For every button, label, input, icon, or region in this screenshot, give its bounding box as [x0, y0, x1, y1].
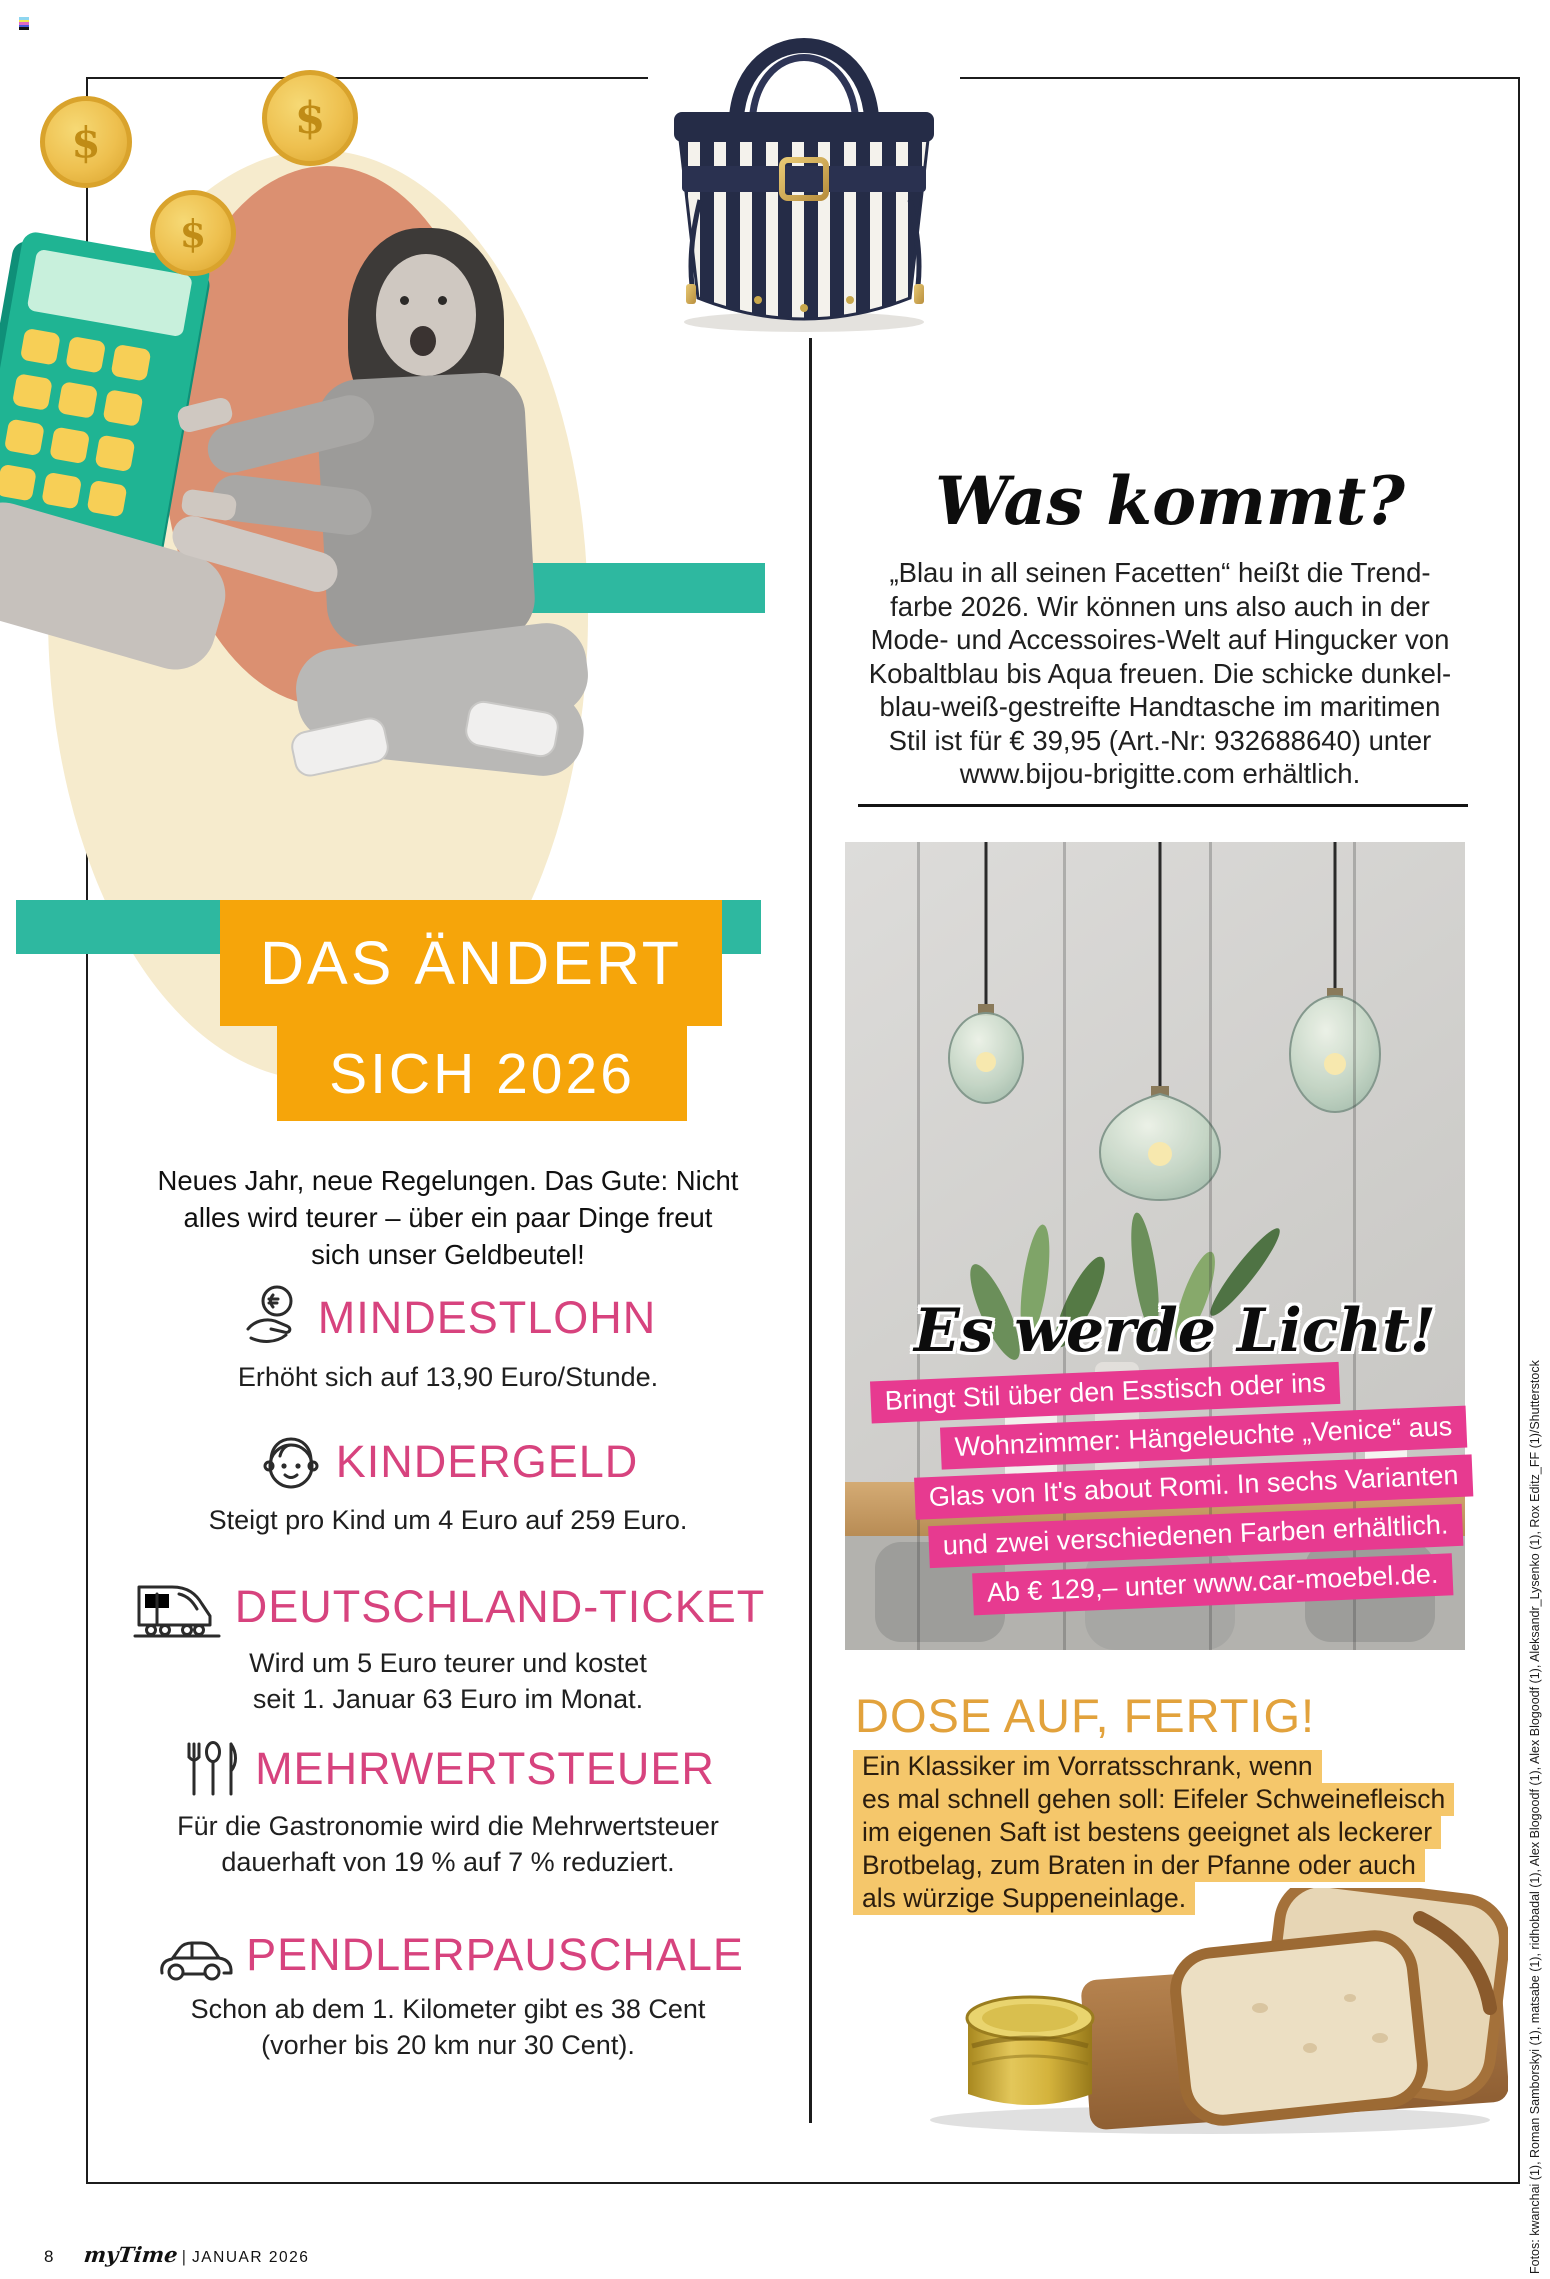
dollar-coin-icon: $ [150, 190, 236, 276]
list-item-mehrwertsteuer [86, 1736, 810, 1880]
caption-line: es mal schnell gehen soll: Eifeler Schweinefleisch [853, 1783, 1454, 1816]
photo-credits: Fotos: kwanchai (1), Roman Samborskyi (1), matsabe (1), ridhobadal (1), Alex Blogoodf (1), Alex Blogoodf (1), Aleksandr_Lysenko (1), Rox Editz_FF (1)/Shutterstock [1528, 1360, 1542, 2274]
item-title: MEHRWERTSTEUER [255, 1743, 715, 1794]
body-line: Kobaltblau bis Aqua freuen. Die schicke dunkel- [868, 657, 1452, 689]
was-kommt-title: Was kommt? [935, 462, 1405, 540]
caption-line: im eigenen Saft ist bestens geeignet als leckerer [853, 1816, 1441, 1849]
caption-line: Brotbelag, zum Braten in der Pfanne oder auch [853, 1849, 1425, 1882]
dose-title: DOSE AUF, FERTIG! [855, 1689, 1316, 1742]
woman-eye [438, 296, 447, 305]
item-desc: Steigt pro Kind um 4 Euro auf 259 Euro. [208, 1505, 688, 1535]
caption-line: Ein Klassiker im Vorratsschrank, wenn [853, 1750, 1322, 1783]
section-rule [858, 804, 1468, 807]
intro-line: alles wird teurer – über ein paar Dinge freut [183, 1202, 713, 1233]
issue-date: JANUAR 2026 [192, 2249, 310, 2266]
item-desc: Für die Gastronomie wird die Mehrwertsteuer [177, 1811, 719, 1841]
dollar-coin-icon: $ [262, 70, 358, 166]
caption-line: Wohnzimmer: Hängeleuchte „Venice“ aus [940, 1406, 1467, 1470]
page-number: 8 [44, 2247, 54, 2266]
licht-caption [858, 1354, 1548, 1627]
magazine-logo: myTime [82, 2242, 179, 2267]
woman-eye [400, 296, 409, 305]
train-icon [131, 1575, 223, 1639]
caption-line: als würzige Suppeneinlage. [853, 1882, 1195, 1915]
car-icon [152, 1925, 234, 1985]
item-title: DEUTSCHLAND-TICKET [234, 1581, 766, 1632]
body-line: „Blau in all seinen Facetten“ heißt die Trend- [889, 557, 1431, 588]
intro-line: Neues Jahr, neue Regelungen. Das Gute: Nicht [157, 1165, 739, 1196]
item-title: KINDERGELD [335, 1436, 639, 1487]
intro-line: sich unser Geldbeutel! [311, 1239, 585, 1270]
dose-caption [853, 1750, 1454, 1915]
list-item-deutschland-ticket [86, 1575, 810, 1717]
bread-and-tin-photo [880, 1888, 1508, 2138]
article-intro [86, 1162, 810, 1273]
list-item-pendlerpauschale [86, 1925, 810, 2063]
licht-title: Es werde Licht! [913, 1296, 1437, 1366]
body-line: Stil ist für € 39,95 (Art.-Nr: 932688640) unter [888, 724, 1432, 756]
print-registration-mark-icon [19, 17, 29, 30]
caption-line: Glas von It's about Romi. In sechs Varianten [914, 1454, 1473, 1519]
item-desc: seit 1. Januar 63 Euro im Monat. [252, 1684, 644, 1714]
page-footer [44, 2242, 309, 2267]
child-icon [258, 1428, 324, 1496]
banner-sich-2026: SICH 2026 [277, 1026, 687, 1121]
item-desc: (vorher bis 20 km nur 30 Cent). [261, 2030, 635, 2060]
footer-separator: | [181, 2247, 187, 2266]
item-desc: Wird um 5 Euro teurer und kostet [249, 1648, 647, 1678]
item-desc: Schon ab dem 1. Kilometer gibt es 38 Cent [190, 1994, 706, 2024]
body-line: Mode- und Accessoires-Welt auf Hingucker von [870, 624, 1450, 655]
cutlery-icon [181, 1736, 243, 1802]
caption-line: Bringt Stil über den Esstisch oder ins [870, 1362, 1341, 1424]
woman-face [376, 254, 476, 376]
item-desc: Erhöht sich auf 13,90 Euro/Stunde. [237, 1362, 659, 1392]
woman-mouth [410, 326, 436, 356]
body-line: farbe 2026. Wir können uns also auch in der [890, 590, 1430, 622]
banner-das-aendert: DAS ÄNDERT [220, 900, 722, 1026]
was-kommt-body [840, 556, 1480, 791]
item-title: MINDESTLOHN [317, 1292, 657, 1343]
striped-handbag-photo [648, 0, 960, 338]
body-line: blau-weiß-gestreifte Handtasche im maritimen [879, 691, 1441, 722]
website-text: Ab € 129,– unter www.car-moebel.de. [972, 1553, 1453, 1615]
list-item-mindestlohn [86, 1283, 810, 1395]
item-desc: dauerhaft von 19 % auf 7 % reduziert. [221, 1847, 675, 1877]
dollar-coin-icon: $ [40, 96, 132, 188]
caption-line: und zwei verschiedenen Farben erhältlich. [928, 1504, 1463, 1568]
list-item-kindergeld [86, 1428, 810, 1538]
euro-hand-icon [240, 1283, 306, 1353]
website-text: www.bijou-brigitte.com erhältlich. [959, 758, 1361, 789]
item-title: PENDLERPAUSCHALE [246, 1929, 744, 1980]
